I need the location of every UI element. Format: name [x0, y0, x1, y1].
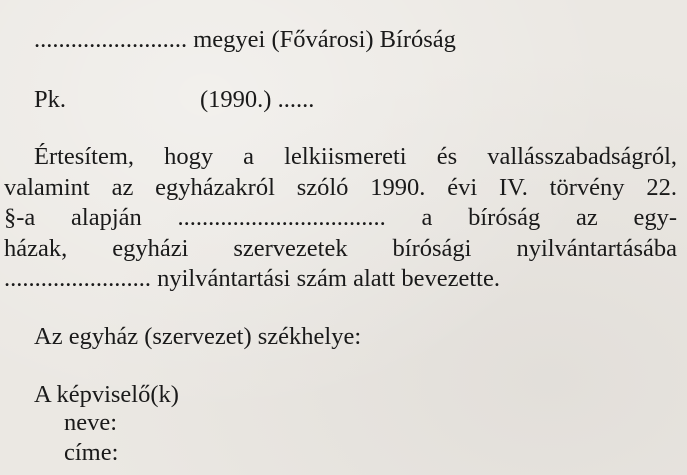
name-label: neve: — [64, 409, 118, 436]
notice-paragraph — [4, 142, 677, 295]
representative-label: A képviselő(k) — [34, 381, 179, 408]
court-heading: ......................... megyei (Fővárosi) Bíróság — [34, 26, 456, 53]
case-number-label: Pk. — [34, 86, 67, 113]
notice-line: házak, egyházi szervezetek bírósági nyilvántartásába — [4, 234, 677, 262]
notice-line: §-a alapján .................................. a bíróság az egy- — [4, 204, 677, 231]
case-number-year: (1990.) ...... — [200, 86, 315, 113]
seat-label: Az egyház (szervezet) székhelye: — [34, 323, 362, 350]
case-number-line — [34, 85, 314, 115]
notice-line: valamint az egyházakról szóló 1990. évi IV. törvény 22. — [4, 173, 677, 201]
notice-line: ........................ nyilvántartási szám alatt bevezette. — [4, 265, 500, 292]
notice-line: Értesítem, hogy a lelkiismereti és vallásszabadságról, — [34, 143, 677, 170]
address-label: címe: — [64, 439, 119, 466]
